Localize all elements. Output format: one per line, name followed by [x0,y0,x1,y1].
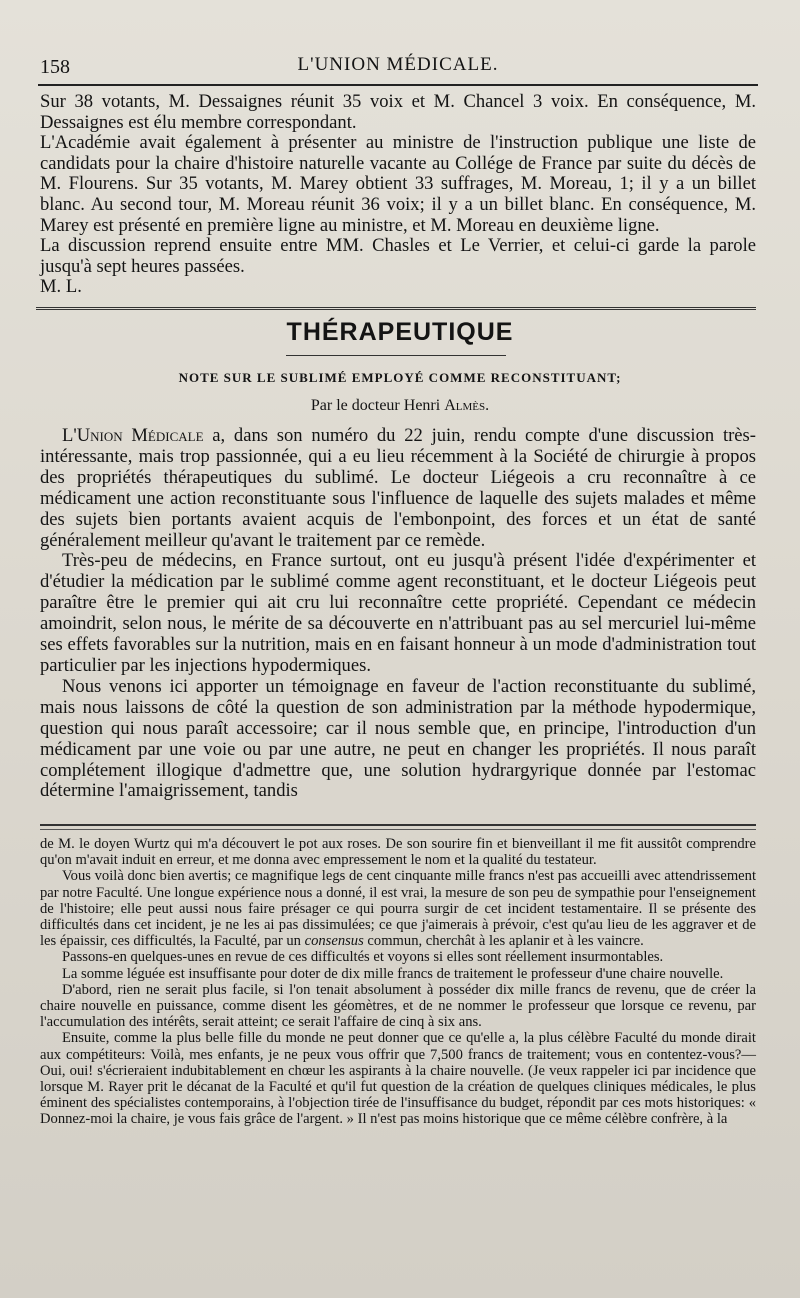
paragraph-text: Vous voilà donc bien avertis; ce magnifique legs de cent cinquante mille francs n'est pas accueilli avec attendrissement par notre Faculté. Une longue expérience nous a donné, il est vrai, la mesure de son peu de sympathie pour l'enseignement de l'histoire; elle peut aussi nous faire présager ce qui pourra surgir de cet incident testamentaire. Il se présente des difficultés dans cet incident, je ne les ai pas dissimulées; ce que j'aimerais à prévoir, c'est qu'au lieu de les aggraver et de les épaissir, ces difficultés, la Faculté, par un [40,868,756,950]
footnote-divider-thin [40,829,756,830]
paragraph-text: a, dans son numéro du 22 juin, rendu compte d'une discussion très-intéressante, mais trop passionnée, qui a eu lieu récemment à la Société de chirurgie à propos des propriétés thérapeutiques du sublimé. Le docteur Liégeois a cru reconnaître à ce médicament une action reconstituante sous l'influence de laquelle des sujets malades et même des sujets bien portants avaient acquis de l'embonpoint, des forces et un état de santé généralement meilleur qu'avant le traitement par ce remède. [40,425,756,551]
paragraph: Sur 38 votants, M. Dessaignes réunit 35 voix et M. Chancel 3 voix. En conséquence, M. Dessaignes est élu membre correspondant. [40,91,756,133]
paragraph: D'abord, rien ne serait plus facile, si l'on tenait absolument à posséder dix mille francs de revenu, que de créer la chaire nouvelle en puissance, comme disent les géomètres, et de ne nommer le professeur que lorsque ce revenu, par l'accumulation des intérêts, serait atteint; ce serait l'affaire de cinq à six ans. [40,981,756,1031]
header-rule [38,84,758,86]
page-header [38,50,758,80]
byline [0,397,800,415]
paragraph: Ensuite, comme la plus belle fille du monde ne peut donner que ce qu'elle a, la plus célèbre Faculté du monde dirait aux compétiteurs: Voilà, mes enfants, je ne peux vous offrir que 7,500 francs de traitement; vous en contentez-vous?—Oui, oui! s'écrieraient indubitablement en chœur les aspirants à la chaire nouvelle. (Je veux rappeler ici par incidence que lorsque M. Rayer prit le décanat de la Faculté et qu'il fut question de la création de quelques cliniques médicales, le plus éminent des spécialistes contemporains, à l'objection tirée de l'insuffisance du budget, répondit par ces mots historiques: « Donnez-moi la chaire, je vous fais grâce de l'argent. » Il n'est pas moins historique que ce même célèbre confrère, à la [40,1030,756,1128]
paragraph-text: commun, cherchât à les aplanir et à les vaincre. [363,933,644,950]
feuilleton [40,836,756,1128]
section-divider [36,307,756,312]
article-title: NOTE SUR LE SUBLIMÉ EMPLOYÉ COMME RECONSTITUANT; [178,370,622,385]
page-number: 158 [40,56,70,78]
article-body [40,426,756,802]
journal-name: L'Union Médicale [62,425,204,446]
paragraph [40,426,756,551]
signature: M. L. [40,276,82,298]
paragraph: Nous venons ici apporter un témoignage en faveur de l'action reconstituante du sublimé, mais nous laissons de côté la question de son administration par la méthode hypodermique, question qui nous paraît accessoire; car il nous semble que, en principe, l'introduction d'un médicament par une voie ou par une autre, ne peut en changer les propriétés. Il nous paraît complétement illogique d'admettre que, une solution hydrargyrique donnée par l'estomac détermine l'amaigrissement, tandis [40,675,756,802]
title-underline [286,355,506,356]
italic-term: consensus [304,933,364,950]
footnote-divider [40,824,756,826]
session-report [40,92,756,298]
author-name: Almès. [444,397,490,414]
paragraph: Passons-en quelques-unes en revue de ces difficultés et voyons si elles sont réellement insurmontables. [62,949,664,966]
paragraph: La discussion reprend ensuite entre MM. Chasles et Le Verrier, et celui-ci garde la parole jusqu'à sept heures passées. [40,235,756,277]
paragraph: La somme léguée est insuffisante pour doter de dix mille francs de traitement le professeur d'une chaire nouvelle. [62,965,724,982]
journal-title: L'UNION MÉDICALE. [297,54,499,75]
paragraph: L'Académie avait également à présenter au ministre de l'instruction publique une liste de candidats pour la chaire d'histoire naturelle vacante au Collége de France par suite du décès de M. Flourens. Sur 35 votants, M. Marey obtient 33 suffrages, M. Moreau, 1; il y a un billet blanc. Au second tour, M. Moreau réunit 36 voix; il y a un billet blanc. En conséquence, M. Marey est présenté en première ligne au ministre, et M. Moreau en deuxième ligne. [40,132,756,236]
byline-prefix: Par le docteur Henri [310,397,445,414]
section-title: THÉRAPEUTIQUE [286,318,514,346]
paragraph: Très-peu de médecins, en France surtout, ont eu jusqu'à présent l'idée d'expérimenter et d'étudier la médication par le sublimé comme agent reconstituant, et le docteur Liégeois peut paraître être le premier qui ait cru lui reconnaître cette propriété. Cependant ce médecin amoindrit, selon nous, le mérite de sa découverte en n'attribuant pas au sel mercuriel lui-même ses effets favorables sur la nutrition, mais en en faisant honneur à un mode d'administration tout particulier par les injections hypodermiques. [40,550,756,676]
paragraph [40,868,756,949]
paragraph: de M. le doyen Wurtz qui m'a découvert le pot aux roses. De son sourire fin et bienveillant il me fit aussitôt comprendre qu'on m'avait induit en erreur, et me donna avec empressement le nom et la qualité du testateur. [40,836,756,869]
